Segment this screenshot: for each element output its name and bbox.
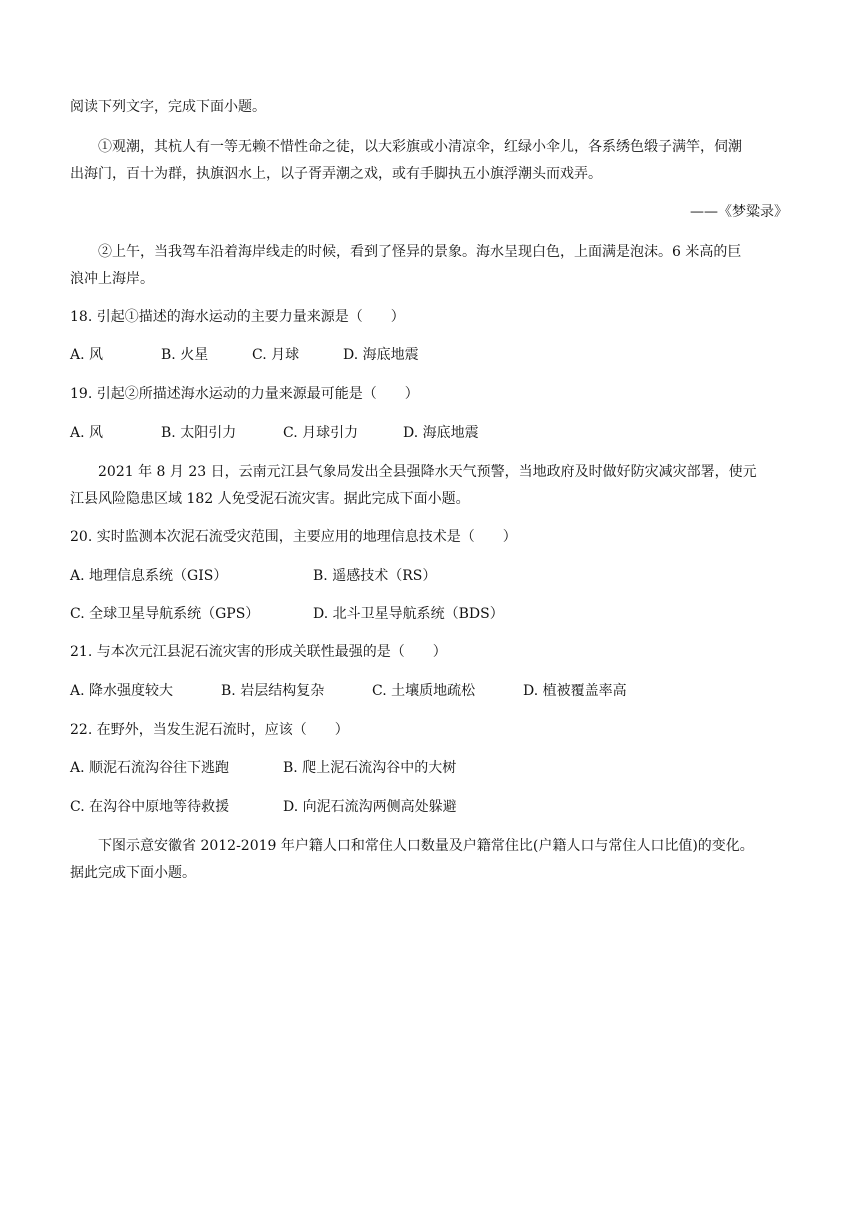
question-21-stem: 21. 与本次元江县泥石流灾害的形成关联性最强的是（ ） [70,644,447,660]
question-22-option-c: C. 在沟谷中原地等待救援 [70,799,230,815]
question-18-option-c: C. 月球 [252,347,300,363]
question-22-option-b: B. 爬上泥石流沟谷中的大树 [283,760,457,776]
question-20-option-c: C. 全球卫星导航系统（GPS） [70,606,260,622]
question-19-option-b: B. 太阳引力 [161,425,237,441]
question-22-option-d: D. 向泥石流沟两侧高处躲避 [283,799,457,815]
passage-1-line-1: ①观潮，其杭人有一等无赖不惜性命之徒，以大彩旗或小清凉伞，红绿小伞儿，各系绣色缎子满竿，伺潮 [98,139,742,155]
question-18-option-d: D. 海底地震 [343,347,419,363]
passage-1-source: ——《梦粱录》 [690,204,788,220]
question-21-option-a: A. 降水强度较大 [70,683,174,699]
question-19-option-d: D. 海底地震 [403,425,479,441]
question-18-stem: 18. 引起①描述的海水运动的主要力量来源是（ ） [70,309,405,325]
question-20-option-b: B. 遥感技术（RS） [313,568,437,584]
passage-1-line-2: 出海门，百十为群，执旗泅水上，以子胥弄潮之戏，或有手脚执五小旗浮潮头而戏弄。 [70,166,602,182]
question-20-option-a: A. 地理信息系统（GIS） [70,568,228,584]
question-19-option-a: A. 风 [70,425,104,441]
question-20-stem: 20. 实时监测本次泥石流受灾范围，主要应用的地理信息技术是（ ） [70,529,517,545]
intro-3-line-1: 下图示意安徽省 2012-2019 年户籍人口和常住人口数量及户籍常住比(户籍人口与常住人口比值)的变化。 [98,838,754,854]
passage-2-line-1: ②上午，当我驾车沿着海岸线走的时候，看到了怪异的景象。海水呈现白色，上面满是泡沫。6 米高的巨 [98,244,742,260]
question-21-option-d: D. 植被覆盖率高 [523,683,627,699]
question-22-stem: 22. 在野外，当发生泥石流时，应该（ ） [70,722,349,738]
question-21-option-c: C. 土壤质地疏松 [372,683,476,699]
question-18-option-a: A. 风 [70,347,104,363]
intro-2-line-1: 2021 年 8 月 23 日，云南元江县气象局发出全县强降水天气预警，当地政府及时做好防灾减灾部署，使元 [98,464,757,480]
reading-instruction: 阅读下列文字，完成下面小题。 [70,99,266,115]
question-19-option-c: C. 月球引力 [283,425,359,441]
question-20-option-d: D. 北斗卫星导航系统（BDS） [313,606,504,622]
question-18-option-b: B. 火星 [161,347,209,363]
question-21-option-b: B. 岩层结构复杂 [221,683,325,699]
intro-3-line-2: 据此完成下面小题。 [70,865,196,881]
question-22-option-a: A. 顺泥石流沟谷往下逃跑 [70,760,230,776]
intro-2-line-2: 江县风险隐患区域 182 人免受泥石流灾害。据此完成下面小题。 [70,491,470,507]
passage-2-line-2: 浪冲上海岸。 [70,271,154,287]
question-19-stem: 19. 引起②所描述海水运动的力量来源最可能是（ ） [70,386,419,402]
